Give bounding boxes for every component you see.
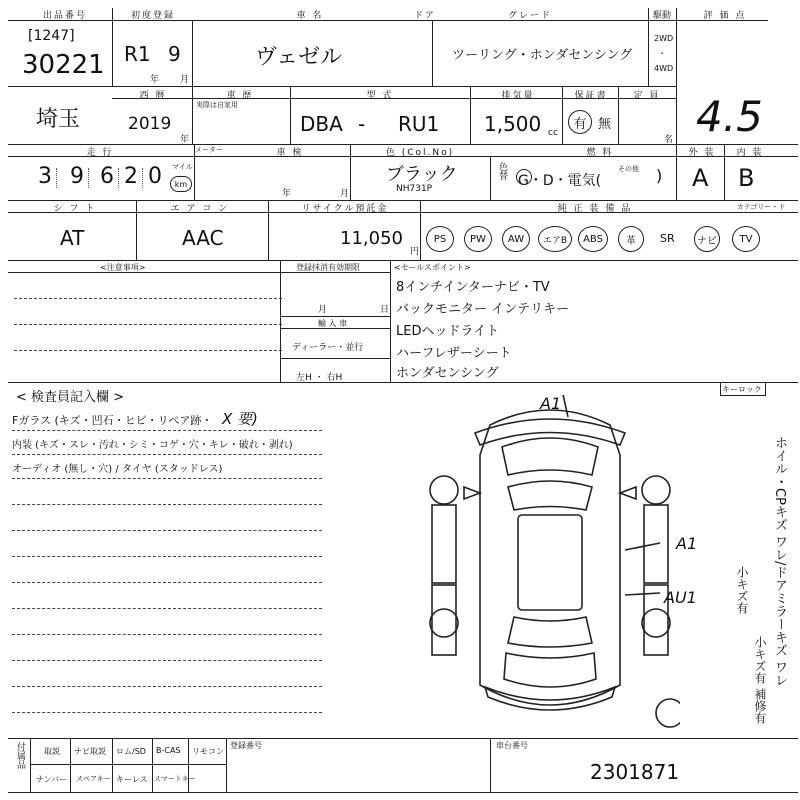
vertical-note-1: ホイル・CPキズ ワレ/ドアミラーキズ ワレ: [772, 436, 787, 687]
color-label: 色 (Col.No): [385, 148, 455, 158]
reg-expiry-label: 登録抹消有効期限: [296, 263, 360, 272]
recycle-unit: 円: [410, 247, 420, 257]
inspector-line-1-mark: X 要): [222, 410, 258, 428]
mileage-d5: 0: [148, 164, 162, 189]
mileage-ticks: [142, 168, 143, 188]
mileage-label: 走 行: [86, 148, 114, 158]
interior-label: 内 装: [736, 148, 764, 158]
displacement-label: 排気量: [501, 91, 535, 101]
year-nen: 年: [180, 135, 190, 145]
color-code: NH731P: [396, 184, 433, 194]
year-value: 2019: [128, 114, 172, 134]
mileage-d2: 9: [70, 164, 84, 189]
sales-point-3: LEDヘッドライト: [396, 324, 500, 339]
equip-pw: [464, 226, 492, 252]
equip-navi: [694, 226, 720, 252]
reg-number-label: 登録番号: [230, 741, 262, 750]
equip-abs-label: ABS: [583, 233, 603, 245]
shaken-label: 車 歴: [226, 91, 254, 101]
color-change-label: 色替: [497, 162, 507, 180]
sales-point-4: ハーフレザーシート: [396, 346, 512, 361]
vertical-note-2: 小キズ有: [735, 566, 749, 614]
capacity-label: 定 員: [633, 91, 661, 101]
lot-number: 30221: [22, 50, 105, 80]
import-label: 輸 入 車: [318, 319, 348, 328]
exterior-label: 外 装: [688, 148, 716, 158]
inspector-title: < 検査員記入欄 >: [16, 390, 125, 405]
acc-bcas: B-CAS: [156, 746, 181, 755]
steering-side: 左H ・ 右H: [296, 373, 343, 383]
displacement-value: 1,500: [484, 112, 542, 136]
sales-point-2: バックモニター インテリキー: [396, 302, 570, 317]
mileage-d3: 6: [100, 164, 114, 189]
year-label: 西 暦: [139, 91, 167, 101]
equip-sr: [660, 232, 675, 245]
acc-navi-manual: ナビ取説: [74, 747, 106, 756]
first-reg-tsuki: 月: [180, 75, 190, 85]
recycle-label: リサイクル預託金: [301, 204, 389, 214]
diagram-mark-right-1: A1: [676, 534, 698, 553]
model-dash: -: [358, 112, 366, 136]
inspection-label: 車 検: [276, 148, 304, 158]
drive-label: 駆動: [652, 11, 671, 21]
meter-label: メーター: [195, 146, 223, 154]
acc-manual: 取説: [44, 747, 60, 756]
diagram-mark-right-2: AU1: [664, 588, 697, 607]
car-diagram: [420, 395, 680, 740]
exterior-value: A: [692, 164, 709, 192]
capacity-unit: 名: [664, 135, 674, 145]
vertical-note-3: 小キズ有 補修有: [753, 636, 767, 724]
key-lock-label: キーロック: [722, 385, 762, 394]
shift-label: シ フ ト: [53, 204, 97, 214]
door-label: ドア: [414, 11, 436, 21]
dealer-parallel: ディーラー・並行: [292, 343, 364, 353]
caution-label: <注意事項>: [100, 263, 146, 272]
equip-leather-label: 革: [626, 235, 636, 247]
equip-ps-label: PS: [433, 233, 447, 245]
first-reg-label: 初度登録: [130, 11, 175, 21]
chassis-number: 2301871: [590, 760, 680, 784]
grade: ツーリング・ホンダセンシング: [452, 48, 633, 63]
mileage-ticks: [88, 168, 89, 188]
inspector-line-2: 内装 (キズ・スレ・汚れ・シミ・コゲ・穴・キレ・破れ・剥れ): [12, 440, 293, 451]
equipment-label: 純 正 装 備 品: [557, 204, 633, 214]
fuel-gas-circle: [516, 169, 532, 185]
inspector-line-1: Fガラス (キズ・凹石・ヒビ・リペア跡・: [12, 414, 213, 427]
car-name-label: 車 名: [296, 11, 324, 21]
aircon-label: エ ア コ ン: [170, 204, 230, 214]
reg-month: 月: [318, 305, 328, 315]
aircon-value: AAC: [182, 226, 224, 250]
category-label: カテゴリー・ド: [736, 203, 786, 211]
drive-dot: ・: [658, 49, 666, 58]
equip-abs: [578, 226, 608, 252]
lot-label: 出品番号: [42, 11, 87, 21]
equip-pw-label: PW: [470, 233, 486, 245]
score-label: 評 価 点: [703, 11, 747, 21]
mileage-km: km: [174, 179, 188, 189]
fuel-close: ): [656, 166, 663, 185]
drive-4wd: 4WD: [654, 64, 674, 73]
equip-sr-label: SR: [660, 232, 675, 245]
equip-airbag: [538, 226, 572, 252]
equip-airbag-label: エアB: [542, 235, 568, 246]
acc-number-plate: ナンバー: [36, 775, 68, 784]
mileage-mile: マイル: [172, 163, 193, 171]
equip-tv-label: TV: [739, 233, 753, 245]
equip-tv: [732, 226, 760, 252]
shift-value: AT: [60, 226, 85, 250]
mileage-km-circle: [170, 176, 192, 192]
grade-label: グレード: [507, 11, 552, 21]
warranty-no: 無: [598, 117, 612, 132]
inspection-nen: 年: [282, 189, 292, 199]
score-value: 4.5: [696, 92, 763, 141]
fuel-label: 燃 料: [586, 148, 614, 158]
inspector-line-3: オーディオ (無し・穴) / タイヤ (スタッドレス): [12, 464, 223, 475]
recycle-value: 11,050: [340, 228, 403, 249]
warranty-yes-circle: [568, 110, 592, 134]
inspection-tsuki: 月: [340, 189, 350, 199]
first-reg-era: R1: [124, 42, 151, 66]
acc-keyless: キーレス: [116, 775, 148, 784]
diagram-mark-front: A1: [540, 394, 562, 413]
car-name: ヴェゼル: [255, 45, 343, 70]
equip-leather: [618, 226, 644, 252]
drive-2wd: 2WD: [654, 34, 674, 43]
lot-sub-number: [1247]: [28, 28, 75, 44]
color-name: ブラック: [386, 164, 458, 185]
chassis-label: 車台番号: [496, 741, 528, 750]
sales-label: <セールスポイント>: [394, 263, 471, 272]
interior-value: B: [738, 164, 755, 192]
warranty-label: 保証書: [574, 91, 608, 101]
acc-spare-key: スペアキー: [76, 775, 111, 783]
mileage-d4: 2: [124, 164, 138, 189]
fuel-options: G・D・電気(: [518, 173, 602, 189]
shaken-note: 実際は自家用: [196, 101, 238, 109]
first-reg-month: 9: [168, 42, 181, 66]
equip-navi-label: ナビ: [697, 235, 717, 247]
accessories-label: 付属品: [15, 742, 25, 769]
mileage-ticks: [56, 168, 57, 188]
fuel-other: その他: [618, 165, 639, 173]
acc-remote: リモコン: [192, 747, 224, 756]
mileage-ticks: [118, 168, 119, 188]
reg-day: 日: [380, 305, 390, 315]
acc-rom-sd: ロム/SD: [116, 747, 146, 756]
sales-point-1: 8インチインターナビ・TV: [396, 280, 550, 295]
region-value: 埼玉: [36, 107, 81, 132]
displacement-unit: cc: [548, 128, 558, 138]
mileage-d1: 3: [38, 164, 52, 189]
equip-aw-label: AW: [507, 233, 525, 245]
model-code: RU1: [398, 112, 440, 136]
warranty-yes: 有: [573, 116, 587, 132]
sales-point-5: ホンダセンシング: [396, 366, 499, 381]
model-prefix: DBA: [300, 112, 343, 136]
model-label: 型 式: [366, 91, 394, 101]
equip-ps: [426, 226, 454, 252]
first-reg-nen: 年: [150, 75, 160, 85]
acc-smart-key: スマートキー: [154, 775, 196, 783]
equip-aw: [502, 226, 530, 252]
